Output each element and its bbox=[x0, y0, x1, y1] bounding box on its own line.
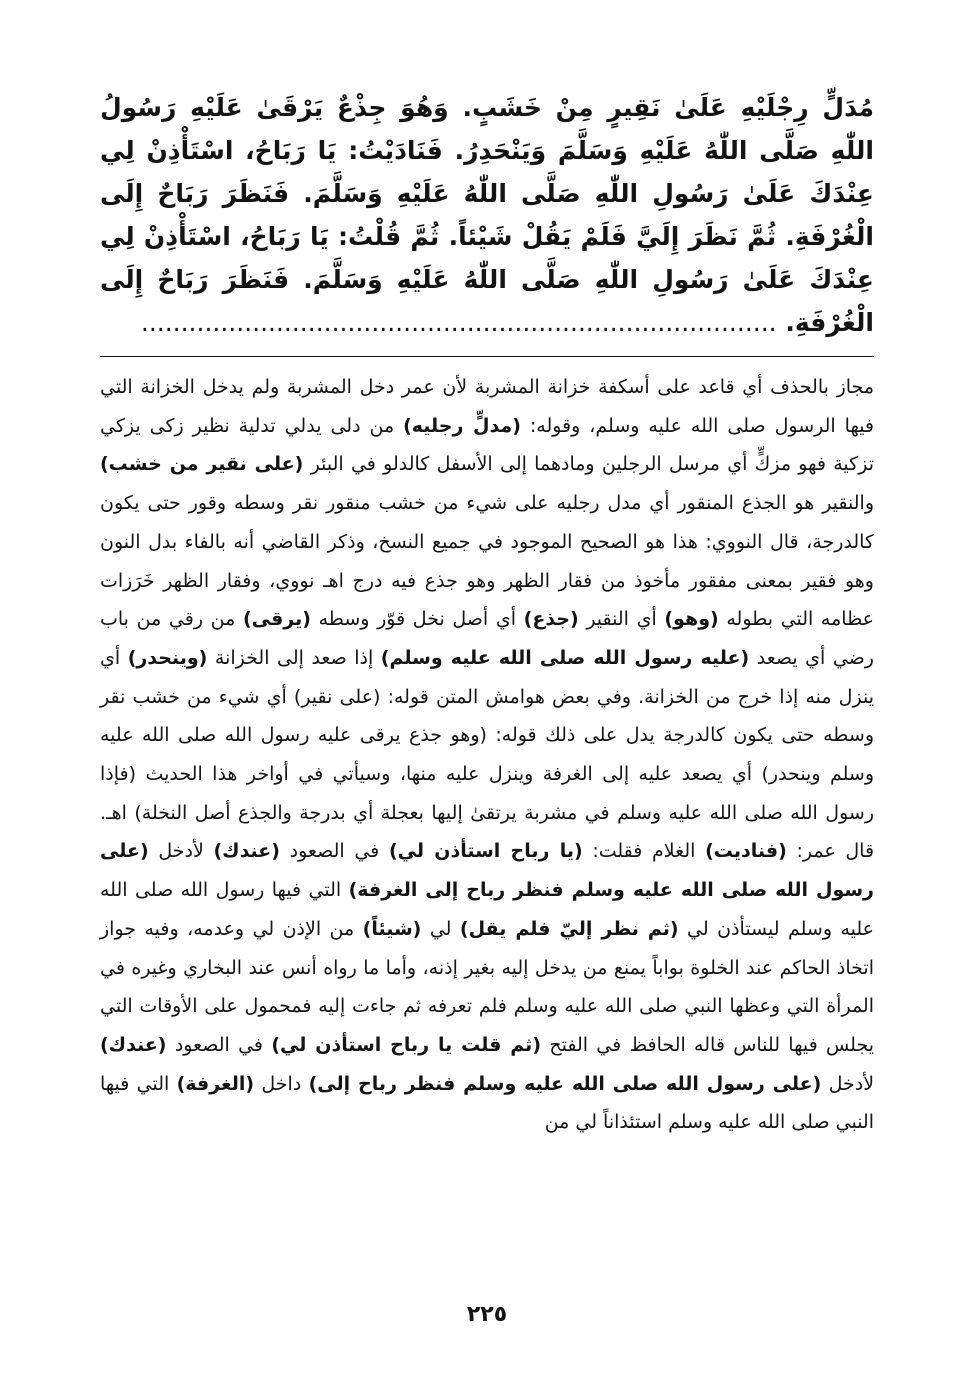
commentary-quote: (عندك) bbox=[100, 1033, 167, 1056]
commentary-quote: (فناديت) bbox=[705, 840, 787, 863]
footnote-separator bbox=[100, 356, 874, 357]
hadith-text: مُدَلٍّ رِجْلَيْهِ عَلَىٰ نَقِيرٍ مِنْ خَشَبٍ. وَهُوَ جِذْعٌ يَرْقَىٰ عَلَيْهِ رَسُولُ اللّٰهِ صَلَّى اللّٰهُ عَلَيْهِ وَسَلَّمَ وَيَنْحَدِرُ. فَنَادَيْتُ: يَا رَبَاحُ، اسْتَأْذِنْ لِي عِنْدَكَ عَلَىٰ رَسُولِ اللّٰهِ صَلَّى اللّٰهُ عَلَيْهِ وَسَلَّمَ. فَنَظَرَ رَبَاحٌ إِلَى الْغُرْفَةِ. ثُمَّ نَظَرَ إِلَيَّ فَلَمْ يَقُلْ شَيْئاً. ثُمَّ قُلْتُ: يَا رَبَاحُ، اسْتَأْذِنْ لِي عِنْدَكَ عَلَىٰ رَسُولِ اللّٰهِ صَلَّى اللّٰهُ عَلَيْهِ وَسَلَّمَ. فَنَظَرَ رَبَاحٌ إِلَى الْغُرْفَةِ. bbox=[100, 93, 874, 337]
commentary-sharh bbox=[100, 368, 874, 1142]
commentary-quote: (يا رباح استأذن لي) bbox=[388, 840, 583, 863]
commentary-segment: في الصعود bbox=[289, 840, 380, 863]
commentary-quote: (ثم نظر إليّ فلم يقل) bbox=[459, 917, 679, 940]
document-page bbox=[100, 86, 874, 1336]
commentary-segment: من دلى يدلي تدلية نظير زكى يزكي تزكية فهو مزكٍّ أي مرسل الرجلين ومادهما إلى الأسفل كالدلو في البئر bbox=[100, 414, 874, 476]
commentary-quote: (مدلٍّ رجليه) bbox=[403, 414, 521, 437]
hadith-matn bbox=[100, 86, 874, 344]
commentary-segment: والنقير هو الجذع المنقور أي مدل رجليه على شيء من خشب منقور نقر وسطه وقور حتى يكون كالدرجة، قال النووي: هذا هو الصحيح الموجود في جميع النسخ، وذكر القاضي أنه بالفاء بدل النون وهو فقير بمعنى مفقور مأخوذ من فقار الظهر وهو جذع فيه درج اهـ نووي، وفقار الظهر خَرَزات عظامه التي بطوله bbox=[100, 492, 875, 631]
commentary-quote: (عليه رسول الله صلى الله عليه وسلم) bbox=[380, 646, 750, 669]
ellipsis-dots: ................................................................................ bbox=[140, 308, 777, 337]
commentary-segment: أي أصل نخل قوّر وسطه bbox=[318, 608, 516, 631]
commentary-segment: داخل bbox=[261, 1072, 302, 1095]
commentary-segment: مجاز بالحذف أي قاعد على أسكفة خزانة المشربة لأن عمر دخل المشربة ولم يدخل الخزانة التي فيها الرسول صلى الله عليه وسلم، وقوله: bbox=[100, 376, 875, 437]
commentary-segment: أي النقير bbox=[586, 608, 657, 631]
commentary-segment: لأدخل bbox=[158, 840, 204, 863]
commentary-segment: أي ينزل منه إذا خرج من الخزانة. وفي بعض هوامش المتن قوله: (على نقير) أي شيء من خشب نقر وسطه حتى يكون كالدرجة يدل على ذلك قوله: (وهو جذع يرقى عليه رسول الله صلى الله عليه وسلم وينحدر) أي يصعد عليه إلى الغرفة وينزل عليه منها، وسيأتي في أواخر هذا الحديث (فإذا رسول الله صلى الله عليه وسلم في مشربة يرتقىٰ إليها بعجلة أي بدرجة والجذع أصل النخلة) اهـ. قال عمر: bbox=[100, 646, 875, 863]
commentary-quote: (وينحدر) bbox=[127, 646, 208, 669]
commentary-segment: التي فيها رسول الله صلى الله عليه وسلم ليستأذن لي bbox=[100, 879, 874, 940]
page-number: ٢٢٥ bbox=[466, 1302, 508, 1327]
commentary-segment: لأدخل bbox=[828, 1072, 875, 1095]
commentary-quote: (عندك) bbox=[213, 840, 280, 863]
commentary-quote: (على نقير من خشب) bbox=[100, 453, 304, 476]
commentary-quote: (الغرفة) bbox=[176, 1072, 255, 1095]
commentary-segment: التي فيها النبي صلى الله عليه وسلم استئذاناً لي من bbox=[100, 1072, 874, 1134]
commentary-segment: من رقي من باب رضي أي يصعد bbox=[100, 608, 874, 669]
commentary-quote: (جذع) bbox=[523, 608, 579, 631]
commentary-quote: (شيئاً) bbox=[362, 917, 422, 940]
commentary-segment: من الإذن لي وعدمه، وفيه جواز اتخاذ الحاكم عند الخلوة بواباً يمنع من يدخل إليه بغير إذنه، وأما ما رواه أنس عند البخاري وغيره في المرأة التي وعظها النبي صلى الله عليه وسلم فلم تعرفه ثم جاءت إليه فمحمول على الأوقات التي يجلس فيها للناس قاله الحافظ في الفتح bbox=[100, 917, 875, 1056]
commentary-segment: في الصعود bbox=[174, 1033, 264, 1056]
commentary-quote: (يرقى) bbox=[242, 608, 311, 631]
commentary-quote: (على رسول الله صلى الله عليه وسلم فنظر رباح إلى الغرفة) bbox=[100, 840, 874, 902]
commentary-segment: لي bbox=[429, 917, 452, 940]
commentary-quote: (على رسول الله صلى الله عليه وسلم فنظر رباح إلى) bbox=[308, 1072, 822, 1095]
commentary-segment: إذا صعد إلى الخزانة bbox=[214, 646, 374, 669]
commentary-quote: (وهو) bbox=[664, 608, 719, 631]
commentary-quote: (ثم قلت يا رباح استأذن لي) bbox=[271, 1033, 542, 1056]
commentary-segment: الغلام فقلت: bbox=[592, 840, 696, 863]
